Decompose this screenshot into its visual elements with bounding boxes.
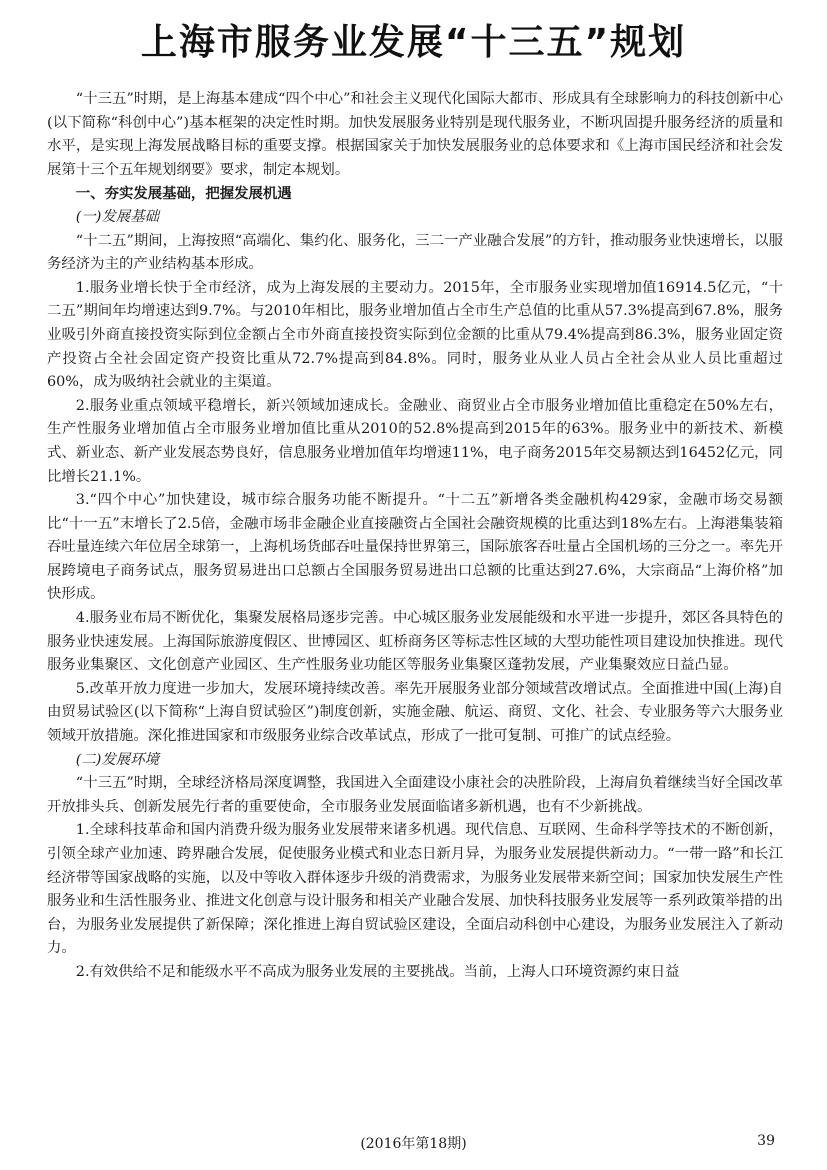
body-paragraph: 1.全球科技革命和国内消费升级为服务业发展带来诸多机遇。现代信息、互联网、生命科学等技术的不断创新，引领全球产业加速、跨界融合发展，促使服务业模式和业态日新月异，为服务业发展提供新动力。“一带一路”和长江经济带等国家战略的实施，以及中等收入群体逐步升级的消费需求，为服务业发展带来新空间；国家加快发展生产性服务业和生活性服务业、推进文化创意与设计服务和相关产业融合发展、加快科技服务业发展等一系列政策举措的出台，为服务业发展提供了新保障；深化推进上海自贸试验区建设，全面启动科创中心建设，为服务业发展注入了新动力。 (47, 822, 783, 957)
body-paragraph: 5.改革开放力度进一步加大，发展环境持续改善。率先开展服务业部分领域营改增试点。全面推进中国(上海)自由贸易试验区(以下简称“上海自贸试验区”)制度创新，实施金融、航运、商贸、文化、社会、专业服务等六大服务业领域开放措施。深化推进国家和市级服务业综合改革试点，形成了一批可复制、可推广的试点经验。 (47, 680, 783, 745)
body-paragraph: “十三五”时期，全球经济格局深度调整，我国进入全面建设小康社会的决胜阶段，上海肩负着继续当好全国改革开放排头兵、创新发展先行者的重要使命，全市服务业发展面临诸多新机遇，也有不少新挑战。 (47, 775, 783, 815)
page-title: 上海市服务业发展“十三五”规划 (140, 22, 687, 63)
body-paragraph: 2.有效供给不足和能级水平不高成为服务业发展的主要挑战。当前，上海人口环境资源约束日益 (75, 963, 680, 980)
body-paragraph: 1.服务业增长快于全市经济，成为上海发展的主要动力。2015年，全市服务业实现增加值16914.5亿元，“十二五”期间年均增速达到9.7%。与2010年相比，服务业增加值占全市生产总值的比重从57.3%提高到67.8%，服务业吸引外商直接投资实际到位金额占全市外商直接投资实际到位金额的比重从79.4%提高到86.3%，服务业固定资产投资占全社会固定资产投资比重从72.7%提高到84.8%。同时，服务业从业人员占全社会从业人员比重超过60%，成为吸纳社会就业的主渠道。 (47, 279, 783, 391)
subsection-heading: (一)发展基础 (75, 208, 159, 225)
section-heading: 一、夯实发展基础，把握发展机遇 (75, 185, 292, 203)
body-paragraph: 2.服务业重点领域平稳增长，新兴领域加速成长。金融业、商贸业占全市服务业增加值比重稳定在50%左右，生产性服务业增加值占全市服务业增加值比重从2010的52.8%提高到2015年的63%。服务业中的新技术、新模式、新业态、新产业发展态势良好，信息服务业增加值年均增速11%，电子商务2015年交易额达到16452亿元，同比增长21.1%。 (47, 397, 783, 485)
document-body (47, 88, 783, 1118)
page-number: 39 (757, 1133, 775, 1149)
intro-paragraph: “十三五”时期，是上海基本建成“四个中心”和社会主义现代化国际大都市、形成具有全球影响力的科技创新中心(以下简称“科创中心”)基本框架的决定性时期。加快发展服务业特别是现代服务业，不断巩固提升服务经济的质量和水平，是实现上海发展战略目标的重要支撑。根据国家关于加快发展服务业的总体要求和《上海市国民经济和社会发展第十三个五年规划纲要》要求，制定本规划。 (47, 91, 783, 178)
body-paragraph: 4.服务业布局不断优化，集聚发展格局逐步完善。中心城区服务业发展能级和水平进一步提升，郊区各具特色的服务业快速发展。上海国际旅游度假区、世博园区、虹桥商务区等标志性区域的大型功能性项目建设加快推进。现代服务业集聚区、文化创意产业园区、生产性服务业功能区等服务业集聚区蓬勃发展，产业集聚效应日益凸显。 (47, 610, 783, 674)
page-footer (0, 1133, 827, 1157)
body-paragraph: “十二五”期间，上海按照“高端化、集约化、服务化，三二一产业融合发展”的方针，推动服务业快速增长，以服务经济为主的产业结构基本形成。 (47, 232, 783, 273)
subsection-heading: (二)发展环境 (75, 751, 159, 768)
body-paragraph: 3.“四个中心”加快建设，城市综合服务功能不断提升。“十二五”新增各类金融机构429家，金融市场交易额比“十一五”末增长了2.5倍，金融市场非金融企业直接融资占全国社会融资规模的比重达到18%左右。上海港集装箱吞吐量连续六年位居全球第一，上海机场货邮吞吐量保持世界第三，国际旅客吞吐量占全国机场的三分之一。率先开展跨境电子商务试点，服务贸易进出口总额占全国服务贸易进出口总额的比重达到27.6%，大宗商品“上海价格”加快形成。 (47, 492, 783, 603)
issue-label: (2016年第18期) (360, 1136, 467, 1152)
